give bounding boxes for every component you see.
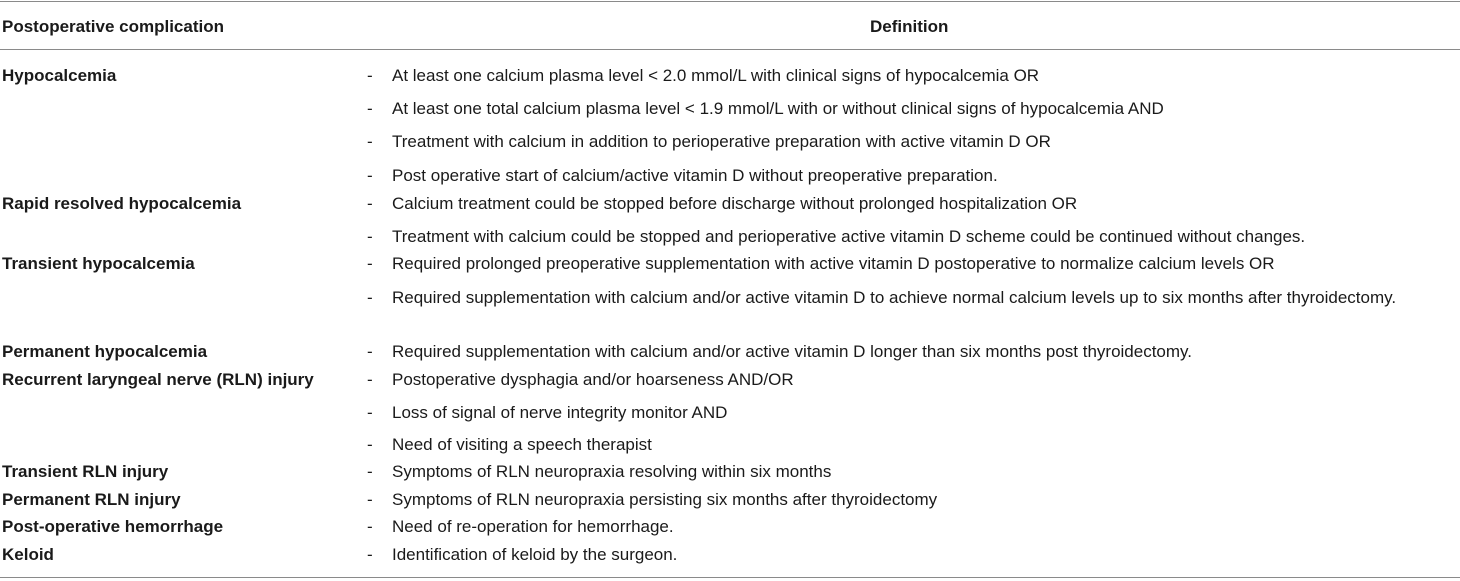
bullet-dash: - bbox=[367, 517, 373, 536]
definition-item: Need of visiting a speech therapist bbox=[392, 435, 652, 454]
bullet-dash: - bbox=[367, 99, 373, 118]
row-term: Post-operative hemorrhage bbox=[2, 517, 224, 536]
definition-item: Treatment with calcium in addition to perioperative preparation with active vitamin D OR bbox=[392, 132, 1051, 151]
bullet-dash: - bbox=[367, 435, 373, 454]
definition-item: Calcium treatment could be stopped before discharge without prolonged hospitalization OR bbox=[392, 194, 1078, 213]
top-rule bbox=[0, 1, 1460, 2]
bullet-dash: - bbox=[367, 288, 373, 307]
definition-item: At least one calcium plasma level < 2.0 mmol/L with clinical signs of hypocalcemia OR bbox=[392, 66, 1040, 85]
bullet-dash: - bbox=[367, 370, 373, 389]
bullet-dash: - bbox=[367, 132, 373, 151]
row-term: Keloid bbox=[2, 545, 54, 564]
header-rule bbox=[0, 49, 1460, 50]
definition-item: At least one total calcium plasma level < 1.9 mmol/L with or without clinical signs of hypocalcemia AND bbox=[392, 99, 1164, 118]
bullet-dash: - bbox=[367, 462, 373, 481]
header-complication: Postoperative complication bbox=[2, 17, 224, 36]
definition-item: Symptoms of RLN neuropraxia resolving within six months bbox=[392, 462, 832, 481]
row-term: Permanent RLN injury bbox=[2, 490, 181, 509]
definition-item: Postoperative dysphagia and/or hoarseness AND/OR bbox=[392, 370, 794, 389]
row-term: Rapid resolved hypocalcemia bbox=[2, 194, 242, 213]
bullet-dash: - bbox=[367, 342, 373, 361]
bullet-dash: - bbox=[367, 545, 373, 564]
row-term: Hypocalcemia bbox=[2, 66, 117, 85]
bullet-dash: - bbox=[367, 254, 373, 273]
definition-item: Required supplementation with calcium and/or active vitamin D to achieve normal calcium levels up to six months after thyroidectomy. bbox=[392, 288, 1397, 307]
definition-item: Need of re-operation for hemorrhage. bbox=[392, 517, 674, 536]
definition-item: Loss of signal of nerve integrity monitor AND bbox=[392, 403, 728, 422]
row-term: Permanent hypocalcemia bbox=[2, 342, 208, 361]
row-term: Transient hypocalcemia bbox=[2, 254, 195, 273]
row-term: Recurrent laryngeal nerve (RLN) injury bbox=[2, 370, 314, 389]
bullet-dash: - bbox=[367, 66, 373, 85]
bullet-dash: - bbox=[367, 403, 373, 422]
definition-item: Required supplementation with calcium and/or active vitamin D longer than six months post thyroidectomy. bbox=[392, 342, 1193, 361]
row-term: Transient RLN injury bbox=[2, 462, 169, 481]
definition-item: Required prolonged preoperative supplementation with active vitamin D postoperative to normalize calcium levels OR bbox=[392, 254, 1275, 273]
bullet-dash: - bbox=[367, 227, 373, 246]
bullet-dash: - bbox=[367, 194, 373, 213]
header-definition: Definition bbox=[870, 17, 949, 36]
definition-item: Treatment with calcium could be stopped and perioperative active vitamin D scheme could be continued without changes. bbox=[392, 227, 1306, 246]
definition-item: Symptoms of RLN neuropraxia persisting six months after thyroidectomy bbox=[392, 490, 938, 509]
definition-item: Identification of keloid by the surgeon. bbox=[392, 545, 678, 564]
bullet-dash: - bbox=[367, 166, 373, 185]
bullet-dash: - bbox=[367, 490, 373, 509]
definition-item: Post operative start of calcium/active vitamin D without preoperative preparation. bbox=[392, 166, 998, 185]
bottom-rule bbox=[0, 577, 1460, 578]
